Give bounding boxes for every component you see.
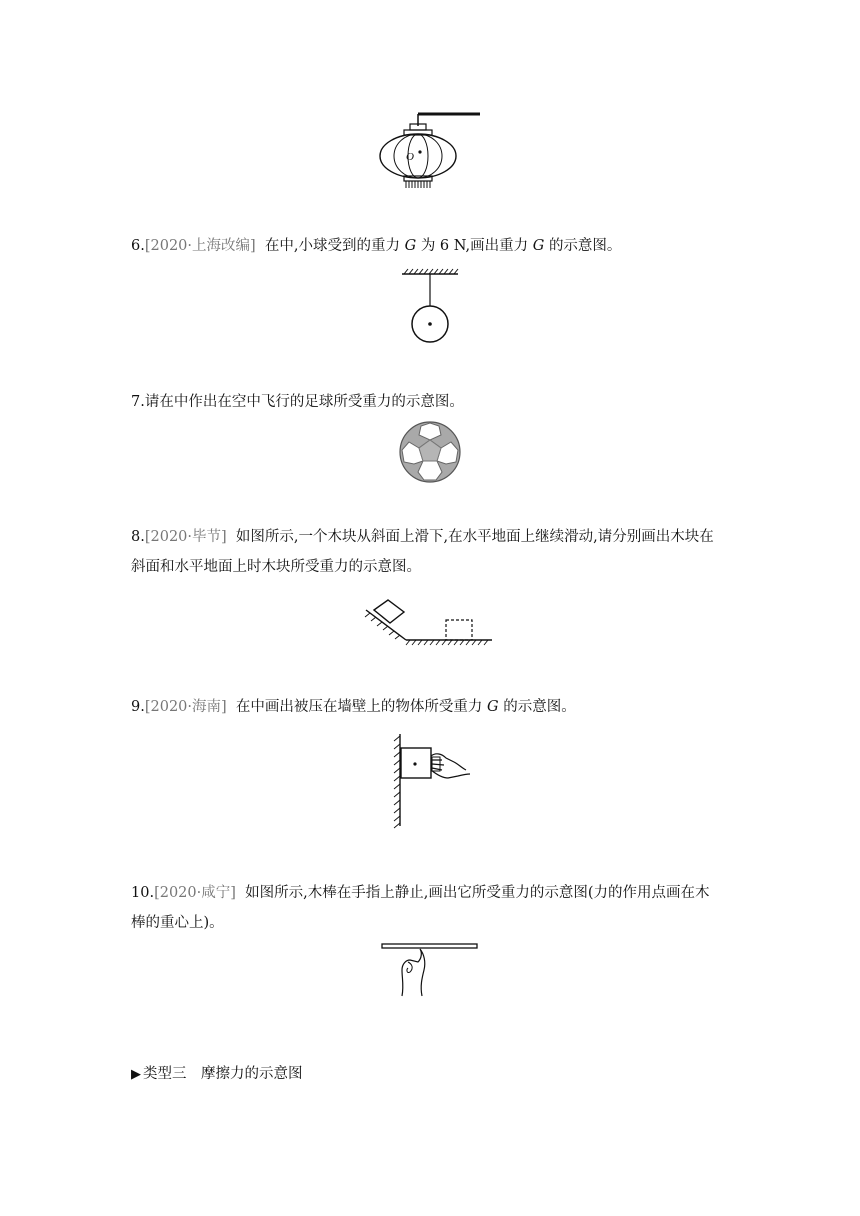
- soccer-ball-figure: [398, 420, 462, 484]
- question-source: [2020·毕节]: [144, 529, 227, 545]
- question-number: 7.: [131, 394, 145, 410]
- lantern-center-label: O: [406, 151, 414, 163]
- question-source: [2020·上海改编]: [144, 238, 256, 254]
- question-text: 的示意图。: [503, 699, 576, 715]
- question-source: [2020·咸宁]: [154, 885, 236, 901]
- stick-on-finger-figure: [380, 940, 480, 1000]
- lantern-figure: [370, 108, 490, 194]
- question-text: 棒的重心上)。: [131, 915, 224, 931]
- triangle-icon: ▶: [131, 1067, 141, 1082]
- question-text: 如图所示,一个木块从斜面上滑下,在水平地面上继续滑动,请分别画出木块在: [235, 529, 714, 545]
- question-text: 如图所示,木棒在手指上静止,画出它所受重力的示意图(力的作用点画在木: [245, 885, 710, 901]
- question-7: [131, 387, 741, 417]
- question-text: 在中,小球受到的重力: [264, 238, 400, 254]
- question-number: 9.: [131, 699, 145, 715]
- section-title: 类型三 摩擦力的示意图: [143, 1066, 303, 1082]
- question-9: [131, 692, 741, 722]
- question-8: [131, 522, 741, 582]
- incline-block-figure: [362, 596, 496, 648]
- question-text: 请在中作出在空中飞行的足球所受重力的示意图。: [144, 394, 464, 410]
- question-number: 8.: [131, 529, 145, 545]
- question-text: 斜面和水平地面上时木块所受重力的示意图。: [131, 559, 421, 575]
- question-6: [131, 231, 741, 261]
- question-number: 6.: [131, 238, 145, 254]
- wall-block-hand-figure: [388, 730, 480, 830]
- question-text: 在中画出被压在墙壁上的物体所受重力: [235, 699, 483, 715]
- question-source: [2020·海南]: [144, 699, 227, 715]
- variable-g: G: [487, 699, 499, 715]
- variable-g: G: [404, 238, 417, 254]
- section-heading: [131, 1062, 303, 1087]
- question-number: 10.: [131, 885, 155, 901]
- question-text: 的示意图。: [548, 238, 622, 254]
- question-10: [131, 878, 741, 938]
- variable-g: G: [532, 238, 545, 254]
- question-text: 为 6 N,画出重力: [420, 238, 529, 254]
- hanging-ball-figure: [396, 264, 466, 348]
